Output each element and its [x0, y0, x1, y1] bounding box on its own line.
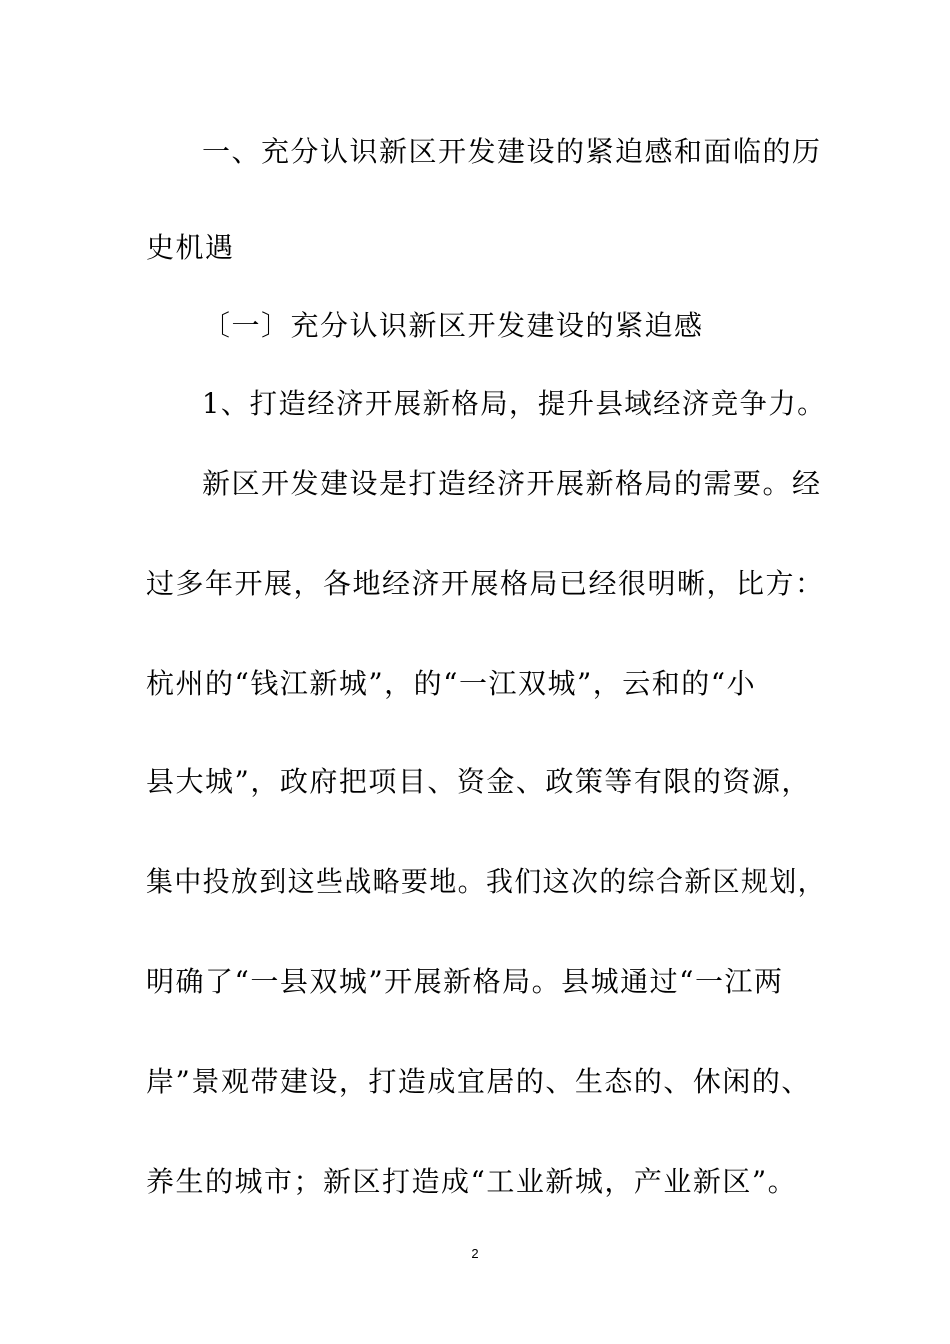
document-page: 一、充分认识新区开发建设的紧迫感和面临的历 史机遇 〔一〕充分认识新区开发建设的紧迫感 1、打造经济开展新格局，提升县域经济竞争力。 新区开发建设是打造经济开展新格局的需要。经 过多年开展，各地经济开展格局已经很明晰，比方： 杭州的“钱江新城”，的“一江双城”，云和的“小 县大城”，政府把项目、资金、政策等有限的资源， 集中投放到这些战略要地。我们这次的综合新区规划， 明确了“一县双城”开展新格局。县城通过“一江两 岸”景观带建设，打造成宜居的、生态的、休闲的、 养生的城市；新区打造成“工业新城，产业新区”。 2 — [0, 0, 950, 1344]
page-number: 2 — [471, 1246, 479, 1261]
